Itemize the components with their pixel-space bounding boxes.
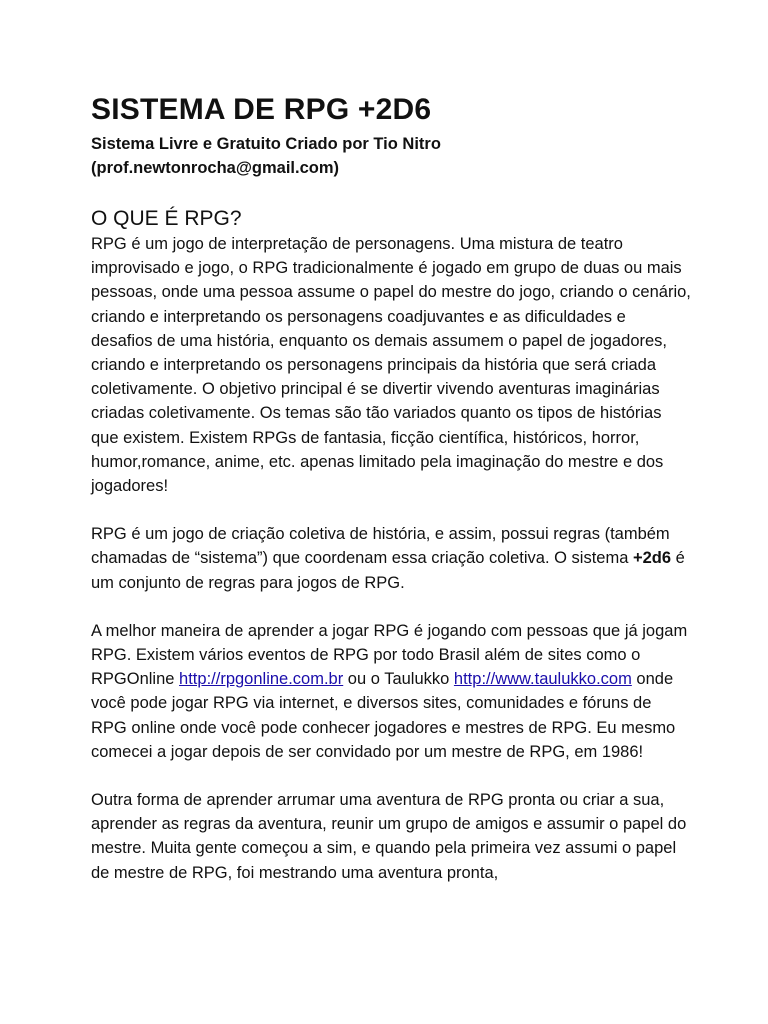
paragraph-3 bbox=[91, 619, 691, 764]
document-body bbox=[91, 90, 691, 885]
document-title: SISTEMA DE RPG +2D6 bbox=[91, 93, 432, 126]
system-name-bold: +2d6 bbox=[633, 549, 672, 568]
section-heading: O QUE É RPG? bbox=[91, 207, 242, 230]
paragraph-4: Outra forma de aprender arrumar uma aventura de RPG pronta ou criar a sua, aprender as regras da aventura, reunir um grupo de amigos e assumir o papel do mestre. Muita gente começou a sim, e quando pela primeira vez assumi o papel de mestre de RPG, foi mestrando uma aventura pronta, bbox=[91, 791, 687, 882]
paragraph-2 bbox=[91, 522, 691, 595]
rpgonline-link[interactable]: http://rpgonline.com.br bbox=[179, 670, 344, 689]
subtitle-line-1: Sistema Livre e Gratuito Criado por Tio Nitro bbox=[91, 135, 441, 153]
paragraph-1: RPG é um jogo de interpretação de personagens. Uma mistura de teatro improvisado e jogo, o RPG tradicionalmente é jogado em grupo de duas ou mais pessoas, onde uma pessoa assume o papel do mestre do jogo, criando o cenário, criando e interpretando os personagens coadjuvantes e as dificuldades e desafios de uma história, enquanto os demais assumem o papel de jogadores, criando e interpretando os personagens principais da história que será criada coletivamente. O objetivo principal é se divertir vivendo aventuras imaginárias criadas coletivamente. Os temas são tão variados quanto os tipos de histórias que existem. Existem RPGs de fantasia, ficção científica, históricos, horror, humor,romance, anime, etc. apenas limitado pela imaginação do mestre e dos jogadores! bbox=[91, 235, 691, 496]
paragraph-3-text-1: A melhor maneira de aprender a jogar RPG é jogando com pessoas que já jogam RPG. Existem vários eventos de RPG por todo Brasil além de sites como o RPGOnline bbox=[91, 621, 688, 689]
paragraph-3-text-2: ou o Taulukko bbox=[343, 670, 454, 689]
document-subtitle bbox=[91, 132, 691, 180]
taulukko-link[interactable]: http://www.taulukko.com bbox=[453, 670, 632, 689]
paragraph-3-text-3: onde você pode jogar RPG via internet, e diversos sites, comunidades e fóruns de RPG online onde você pode conhecer jogadores e mestres de RPG. Eu mesmo comecei a jogar depois de ser convidado por um mestre de RPG, em 1986! bbox=[91, 670, 676, 761]
paragraph-2-text-start: RPG é um jogo de criação coletiva de história, e assim, possui regras (também chamadas de “sistema”) que coordenam essa criação coletiva. O sistema bbox=[91, 525, 670, 568]
subtitle-line-2: (prof.newtonrocha@gmail.com) bbox=[91, 159, 340, 177]
paragraph-2-text-end: é um conjunto de regras para jogos de RPG. bbox=[91, 549, 685, 592]
